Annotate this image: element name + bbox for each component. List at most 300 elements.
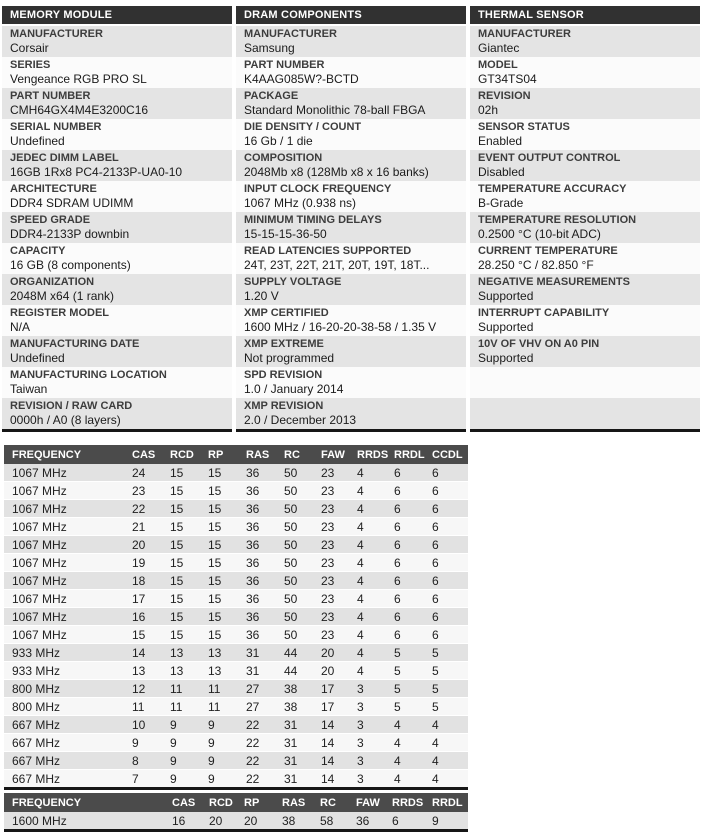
field-label: ARCHITECTURE [10, 183, 97, 195]
field-row [470, 26, 700, 57]
cell-cas: 12 [130, 680, 168, 698]
cell-rrdl: 6 [392, 590, 430, 608]
thermal-sensor-fields [470, 26, 700, 367]
cell-rp: 15 [206, 518, 244, 536]
cell-faw: 23 [319, 572, 355, 590]
cell-rc: 50 [282, 626, 319, 644]
timing-row [4, 500, 468, 518]
empty-stripe-white [470, 367, 700, 398]
cell-rrdl: 5 [392, 680, 430, 698]
cell-rrdl: 6 [392, 554, 430, 572]
cell-rp: 15 [206, 482, 244, 500]
timing-row [4, 590, 468, 608]
field-value: 16 GB (8 components) [10, 258, 131, 272]
cell-frequency: 1067 MHz [4, 554, 130, 572]
field-row [470, 150, 700, 181]
cell-ras: 36 [244, 572, 282, 590]
field-value: 1.20 V [244, 289, 279, 303]
field-row [2, 274, 232, 305]
timing-row [4, 698, 468, 716]
frequency-timings-table [4, 445, 468, 790]
cell-rc: 58 [318, 812, 354, 831]
column-header-rp: RP [242, 793, 280, 812]
cell-ccdl: 6 [430, 518, 468, 536]
cell-rc: 31 [282, 770, 319, 789]
cell-rp: 15 [206, 464, 244, 482]
cell-ccdl: 5 [430, 680, 468, 698]
field-value: DDR4 SDRAM UDIMM [10, 196, 134, 210]
cell-rc: 50 [282, 608, 319, 626]
cell-rrds: 4 [355, 536, 392, 554]
cell-ras: 22 [244, 752, 282, 770]
field-row [236, 336, 466, 367]
column-header-rrds: RRDS [355, 445, 392, 464]
field-label: SPD REVISION [244, 369, 323, 381]
cell-ras: 22 [244, 770, 282, 789]
cell-rp: 11 [206, 698, 244, 716]
field-value: Enabled [478, 134, 523, 148]
cell-faw: 17 [319, 680, 355, 698]
column-header-ras: RAS [280, 793, 318, 812]
cell-rp: 9 [206, 734, 244, 752]
field-label: MINIMUM TIMING DELAYS [244, 214, 382, 226]
field-row [470, 274, 700, 305]
field-value: 0000h / A0 (8 layers) [10, 413, 121, 427]
field-label: MODEL [478, 59, 518, 71]
cell-rcd: 15 [168, 554, 206, 572]
field-value: 28.250 °C / 82.850 °F [478, 258, 594, 272]
cell-cas: 11 [130, 698, 168, 716]
field-row [236, 181, 466, 212]
timing-row [4, 680, 468, 698]
cell-rp: 11 [206, 680, 244, 698]
cell-frequency: 1067 MHz [4, 482, 130, 500]
section-title-thermal-sensor: THERMAL SENSOR [470, 6, 700, 24]
cell-rrdl: 5 [392, 698, 430, 716]
field-row [470, 305, 700, 336]
field-label: PART NUMBER [244, 59, 325, 71]
cell-ras: 36 [244, 482, 282, 500]
cell-cas: 8 [130, 752, 168, 770]
cell-rc: 50 [282, 572, 319, 590]
timing-row [4, 482, 468, 500]
field-value: 1067 MHz (0.938 ns) [244, 196, 357, 210]
cell-rrdl: 6 [392, 464, 430, 482]
field-label: INTERRUPT CAPABILITY [478, 307, 610, 319]
cell-ras: 38 [280, 812, 318, 831]
field-row [2, 26, 232, 57]
cell-ccdl: 6 [430, 590, 468, 608]
cell-cas: 14 [130, 644, 168, 662]
cell-rrds: 3 [355, 698, 392, 716]
field-row [470, 212, 700, 243]
cell-rc: 50 [282, 518, 319, 536]
cell-ras: 36 [244, 536, 282, 554]
info-columns [2, 6, 700, 432]
cell-cas: 10 [130, 716, 168, 734]
field-label: JEDEC DIMM LABEL [10, 152, 119, 164]
cell-frequency: 1067 MHz [4, 464, 130, 482]
cell-ccdl: 6 [430, 464, 468, 482]
section-thermal-sensor [470, 6, 700, 432]
cell-ccdl: 4 [430, 734, 468, 752]
field-label: 10V OF VHV ON A0 PIN [478, 338, 600, 350]
cell-ras: 27 [244, 698, 282, 716]
field-value: Vengeance RGB PRO SL [10, 72, 147, 86]
field-row [2, 150, 232, 181]
field-label: READ LATENCIES SUPPORTED [244, 245, 412, 257]
cell-rrds: 4 [355, 662, 392, 680]
field-label: COMPOSITION [244, 152, 323, 164]
cell-frequency: 1067 MHz [4, 518, 130, 536]
timing-row [4, 662, 468, 680]
field-label: PACKAGE [244, 90, 299, 102]
cell-ccdl: 6 [430, 482, 468, 500]
field-label: MANUFACTURER [244, 28, 337, 40]
cell-rc: 31 [282, 734, 319, 752]
field-value: K4AAG085W?-BCTD [244, 72, 359, 86]
cell-ras: 36 [244, 518, 282, 536]
cell-rcd: 11 [168, 698, 206, 716]
column-header-faw: FAW [319, 445, 355, 464]
cell-cas: 9 [130, 734, 168, 752]
cell-faw: 23 [319, 590, 355, 608]
cell-faw: 14 [319, 770, 355, 789]
cell-rc: 50 [282, 590, 319, 608]
cell-rrds: 3 [355, 716, 392, 734]
column-header-rcd: RCD [207, 793, 242, 812]
cell-rp: 15 [206, 626, 244, 644]
field-row [470, 88, 700, 119]
column-header-faw: FAW [354, 793, 390, 812]
field-label: XMP CERTIFIED [244, 307, 329, 319]
section-dram-components [236, 6, 466, 432]
cell-rp: 15 [206, 500, 244, 518]
xmp-timings-table [4, 793, 468, 832]
timing-row [4, 536, 468, 554]
cell-ras: 36 [244, 464, 282, 482]
timing-row [4, 608, 468, 626]
cell-rc: 44 [282, 644, 319, 662]
field-label: MANUFACTURING LOCATION [10, 369, 167, 381]
field-value: CMH64GX4M4E3200C16 [10, 103, 149, 117]
cell-ras: 36 [244, 500, 282, 518]
cell-ccdl: 6 [430, 500, 468, 518]
cell-frequency: 1067 MHz [4, 590, 130, 608]
field-value: 15-15-15-36-50 [244, 227, 327, 241]
cell-rrds: 4 [355, 626, 392, 644]
field-label: SENSOR STATUS [478, 121, 570, 133]
field-label: NEGATIVE MEASUREMENTS [478, 276, 630, 288]
timing-row [4, 734, 468, 752]
field-label: EVENT OUTPUT CONTROL [478, 152, 621, 164]
cell-cas: 23 [130, 482, 168, 500]
cell-rrdl: 5 [392, 662, 430, 680]
cell-rp: 15 [206, 572, 244, 590]
cell-cas: 18 [130, 572, 168, 590]
cell-rrds: 4 [355, 500, 392, 518]
field-row [236, 274, 466, 305]
cell-frequency: 1600 MHz [4, 812, 170, 831]
field-label: CAPACITY [10, 245, 66, 257]
cell-ras: 31 [244, 662, 282, 680]
cell-rrdl: 9 [430, 812, 468, 831]
column-header-rp: RP [206, 445, 244, 464]
cell-cas: 20 [130, 536, 168, 554]
field-value: 2048M x64 (1 rank) [10, 289, 115, 303]
cell-faw: 36 [354, 812, 390, 831]
cell-rp: 15 [206, 554, 244, 572]
field-value: 2048Mb x8 (128Mb x8 x 16 banks) [244, 165, 429, 179]
column-header-frequency: FREQUENCY [4, 793, 170, 812]
field-label: SPEED GRADE [10, 214, 91, 226]
cell-cas: 15 [130, 626, 168, 644]
cell-frequency: 800 MHz [4, 698, 130, 716]
field-value: DDR4-2133P downbin [10, 227, 130, 241]
empty-stripe-gray [470, 398, 700, 429]
cell-rc: 50 [282, 482, 319, 500]
field-row [470, 119, 700, 150]
cell-frequency: 667 MHz [4, 752, 130, 770]
column-header-frequency: FREQUENCY [4, 445, 130, 464]
cell-ccdl: 6 [430, 608, 468, 626]
section-title-memory-module: MEMORY MODULE [2, 6, 232, 24]
field-label: REVISION / RAW CARD [10, 400, 133, 412]
field-value: 24T, 23T, 22T, 21T, 20T, 19T, 18T... [244, 258, 430, 272]
cell-rcd: 20 [207, 812, 242, 831]
cell-frequency: 1067 MHz [4, 572, 130, 590]
field-label: CURRENT TEMPERATURE [478, 245, 618, 257]
cell-frequency: 1067 MHz [4, 536, 130, 554]
cell-frequency: 800 MHz [4, 680, 130, 698]
cell-frequency: 1067 MHz [4, 626, 130, 644]
cell-rcd: 15 [168, 500, 206, 518]
field-value: Standard Monolithic 78-ball FBGA [244, 103, 426, 117]
field-value: Disabled [478, 165, 525, 179]
cell-rp: 13 [206, 644, 244, 662]
field-value: Not programmed [244, 351, 335, 365]
cell-ccdl: 4 [430, 752, 468, 770]
field-label: INPUT CLOCK FREQUENCY [244, 183, 392, 195]
cell-rcd: 15 [168, 626, 206, 644]
cell-ras: 36 [244, 590, 282, 608]
column-header-rrdl: RRDL [392, 445, 430, 464]
column-header-cas: CAS [130, 445, 168, 464]
cell-rrds: 4 [355, 572, 392, 590]
cell-rp: 9 [206, 752, 244, 770]
cell-rrds: 4 [355, 590, 392, 608]
field-value: Supported [478, 289, 534, 303]
cell-frequency: 1067 MHz [4, 500, 130, 518]
field-row [2, 57, 232, 88]
cell-rrdl: 4 [392, 716, 430, 734]
cell-ccdl: 6 [430, 536, 468, 554]
cell-rp: 15 [206, 608, 244, 626]
cell-rp: 9 [206, 770, 244, 789]
field-row [236, 305, 466, 336]
cell-ccdl: 4 [430, 716, 468, 734]
field-label: XMP REVISION [244, 400, 324, 412]
cell-cas: 21 [130, 518, 168, 536]
cell-cas: 24 [130, 464, 168, 482]
cell-frequency: 1067 MHz [4, 608, 130, 626]
cell-faw: 14 [319, 734, 355, 752]
cell-ras: 31 [244, 644, 282, 662]
cell-rcd: 15 [168, 536, 206, 554]
column-header-cas: CAS [170, 793, 207, 812]
cell-ras: 27 [244, 680, 282, 698]
timing-row [4, 770, 468, 789]
cell-faw: 23 [319, 608, 355, 626]
field-label: PART NUMBER [10, 90, 91, 102]
field-value: Undefined [10, 351, 65, 365]
timing-row [4, 626, 468, 644]
cell-ras: 22 [244, 716, 282, 734]
cell-rrdl: 6 [392, 536, 430, 554]
cell-rc: 38 [282, 698, 319, 716]
field-row [236, 367, 466, 398]
cell-rrds: 6 [390, 812, 430, 831]
field-label: SERIES [10, 59, 51, 71]
cell-rc: 31 [282, 716, 319, 734]
timing-row [4, 518, 468, 536]
cell-faw: 20 [319, 644, 355, 662]
field-value: Samsung [244, 41, 295, 55]
field-row [470, 336, 700, 367]
cell-faw: 14 [319, 716, 355, 734]
cell-rc: 38 [282, 680, 319, 698]
cell-rc: 50 [282, 554, 319, 572]
cell-rc: 50 [282, 464, 319, 482]
cell-ras: 36 [244, 626, 282, 644]
cell-rrds: 3 [355, 734, 392, 752]
column-header-ras: RAS [244, 445, 282, 464]
column-header-rc: RC [318, 793, 354, 812]
cell-ras: 36 [244, 554, 282, 572]
field-label: ORGANIZATION [10, 276, 95, 288]
field-label: MANUFACTURING DATE [10, 338, 140, 350]
field-value: GT34TS04 [478, 72, 537, 86]
cell-faw: 23 [319, 500, 355, 518]
timing-row [4, 572, 468, 590]
cell-faw: 23 [319, 482, 355, 500]
cell-rcd: 15 [168, 482, 206, 500]
cell-rp: 15 [206, 590, 244, 608]
cell-frequency: 667 MHz [4, 770, 130, 789]
column-header-rrdl: RRDL [430, 793, 468, 812]
field-label: MANUFACTURER [478, 28, 571, 40]
field-value: Supported [478, 320, 534, 334]
field-label: DIE DENSITY / COUNT [244, 121, 362, 133]
field-value: Undefined [10, 134, 65, 148]
field-label: SERIAL NUMBER [10, 121, 102, 133]
cell-rrdl: 6 [392, 608, 430, 626]
cell-ccdl: 6 [430, 626, 468, 644]
field-value: Giantec [478, 41, 520, 55]
cell-faw: 23 [319, 536, 355, 554]
cell-rrds: 4 [355, 644, 392, 662]
cell-cas: 16 [170, 812, 207, 831]
cell-faw: 23 [319, 626, 355, 644]
cell-rp: 20 [242, 812, 280, 831]
cell-faw: 23 [319, 464, 355, 482]
cell-rcd: 15 [168, 518, 206, 536]
cell-rrds: 4 [355, 608, 392, 626]
cell-faw: 14 [319, 752, 355, 770]
field-label: XMP EXTREME [244, 338, 324, 350]
cell-rrdl: 6 [392, 626, 430, 644]
section-memory-module [2, 6, 232, 432]
cell-rrdl: 4 [392, 770, 430, 789]
field-value: 02h [478, 103, 499, 117]
cell-faw: 23 [319, 518, 355, 536]
cell-rrdl: 6 [392, 500, 430, 518]
cell-rrds: 3 [355, 770, 392, 789]
column-header-ccdl: CCDL [430, 445, 468, 464]
cell-rcd: 15 [168, 464, 206, 482]
column-header-rc: RC [282, 445, 319, 464]
field-label: REVISION [478, 90, 531, 102]
cell-faw: 20 [319, 662, 355, 680]
field-row [2, 181, 232, 212]
field-label: TEMPERATURE ACCURACY [478, 183, 627, 195]
field-value: 1.0 / January 2014 [244, 382, 344, 396]
field-row [236, 398, 466, 429]
cell-ccdl: 5 [430, 698, 468, 716]
field-row [2, 243, 232, 274]
cell-ccdl: 5 [430, 662, 468, 680]
field-row [470, 243, 700, 274]
dram-components-fields [236, 26, 466, 429]
cell-rp: 9 [206, 716, 244, 734]
cell-cas: 7 [130, 770, 168, 789]
field-row [236, 57, 466, 88]
field-label: REGISTER MODEL [10, 307, 110, 319]
field-row [2, 88, 232, 119]
cell-ccdl: 5 [430, 644, 468, 662]
field-row [2, 367, 232, 398]
field-value: Supported [478, 351, 534, 365]
cell-rrds: 4 [355, 464, 392, 482]
cell-ccdl: 6 [430, 554, 468, 572]
cell-rcd: 15 [168, 590, 206, 608]
field-row [236, 212, 466, 243]
column-header-rcd: RCD [168, 445, 206, 464]
field-row [2, 336, 232, 367]
timing-row [4, 752, 468, 770]
cell-rrdl: 4 [392, 752, 430, 770]
field-label: SUPPLY VOLTAGE [244, 276, 342, 288]
cell-rcd: 9 [168, 734, 206, 752]
field-row [470, 57, 700, 88]
cell-rrds: 4 [355, 518, 392, 536]
field-row [236, 26, 466, 57]
cell-cas: 19 [130, 554, 168, 572]
field-row [2, 119, 232, 150]
field-row [470, 181, 700, 212]
frequency-table-header-row [4, 445, 468, 464]
field-value: 0.2500 °C (10-bit ADC) [478, 227, 601, 241]
cell-rcd: 13 [168, 644, 206, 662]
cell-frequency: 667 MHz [4, 734, 130, 752]
cell-cas: 17 [130, 590, 168, 608]
cell-rcd: 13 [168, 662, 206, 680]
cell-faw: 23 [319, 554, 355, 572]
cell-ccdl: 4 [430, 770, 468, 789]
timing-row [4, 644, 468, 662]
cell-frequency: 667 MHz [4, 716, 130, 734]
field-label: TEMPERATURE RESOLUTION [478, 214, 637, 226]
